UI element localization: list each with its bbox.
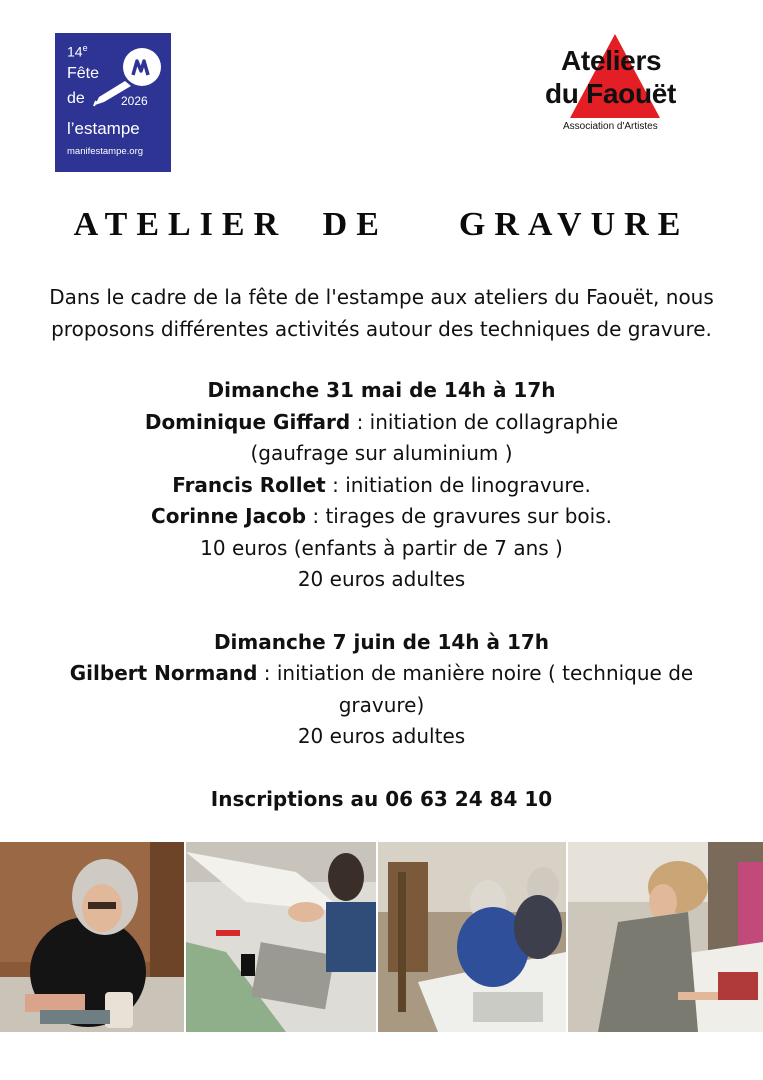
photo-men-engraving (378, 842, 566, 1032)
session1-activity-3: Corinne Jacob : tirages de gravures sur bois. (151, 504, 612, 528)
logo-year: 2026 (121, 94, 148, 108)
activity-desc: initiation de collagraphie (369, 409, 619, 434)
session1-activity-2: Francis Rollet : initiation de linogravure. (172, 472, 591, 497)
logo-word-de: de (67, 90, 85, 107)
session2-price-adults: 20 euros adultes (297, 724, 466, 748)
session1-note: (gaufrage sur aluminium ) (250, 441, 513, 465)
logo-ateliers-subtitle: Association d'Artistes (563, 121, 658, 132)
activity-desc: initiation de manière noire ( technique de (276, 661, 694, 685)
intro-line-1: Dans le cadre de la fête de l'estampe aux ateliers du Faouët, nous (49, 285, 714, 309)
artist-name: Dominique Giffard (144, 409, 351, 434)
page-title: ATELIER DE GRAVURE (73, 206, 690, 243)
activity-desc: tirages de gravures sur bois. (325, 504, 612, 528)
event-details (20, 282, 743, 815)
artist-name: Corinne Jacob (151, 504, 307, 528)
workshop-photos (0, 842, 763, 1032)
session2-activity-cont: gravure) (338, 692, 425, 717)
ateliers-faouet-logo (530, 30, 700, 140)
activity-desc: initiation de linogravure. (345, 472, 591, 497)
photo-inking-hands (186, 842, 376, 1032)
session2-date: Dimanche 7 juin de 14h à 17h (213, 629, 550, 654)
logo-ateliers-line1: Ateliers (561, 45, 662, 76)
edition-number: 14e (67, 43, 88, 60)
logo-url: manifestampe.org (67, 146, 144, 157)
artist-name: Francis Rollet (172, 472, 326, 497)
artist-name: Gilbert Normand (69, 661, 258, 685)
session1-date: Dimanche 31 mai de 14h à 17h (207, 378, 556, 402)
photo-woman-studio (568, 842, 763, 1032)
session1-activity-1: Dominique Giffard : initiation de collagraphie (144, 409, 619, 434)
logo-word-fete: Fête (67, 65, 100, 82)
session1-price-children: 10 euros (enfants à partir de 7 ans ) (200, 535, 563, 560)
session1-price-adults: 20 euros adultes (297, 567, 466, 591)
inscriptions-phone: Inscriptions au 06 63 24 84 10 (210, 786, 553, 811)
photo-woman-printing (0, 842, 184, 1032)
session2-activity: Gilbert Normand : initiation de manière noire ( technique de (69, 661, 694, 685)
intro-line-2: proposons différentes activités autour des techniques de gravure. (51, 316, 712, 341)
logo-ateliers-line2: du Faouët (545, 78, 677, 109)
logo-word-estampe: l’estampe (67, 119, 140, 138)
fete-estampe-logo (55, 33, 171, 172)
